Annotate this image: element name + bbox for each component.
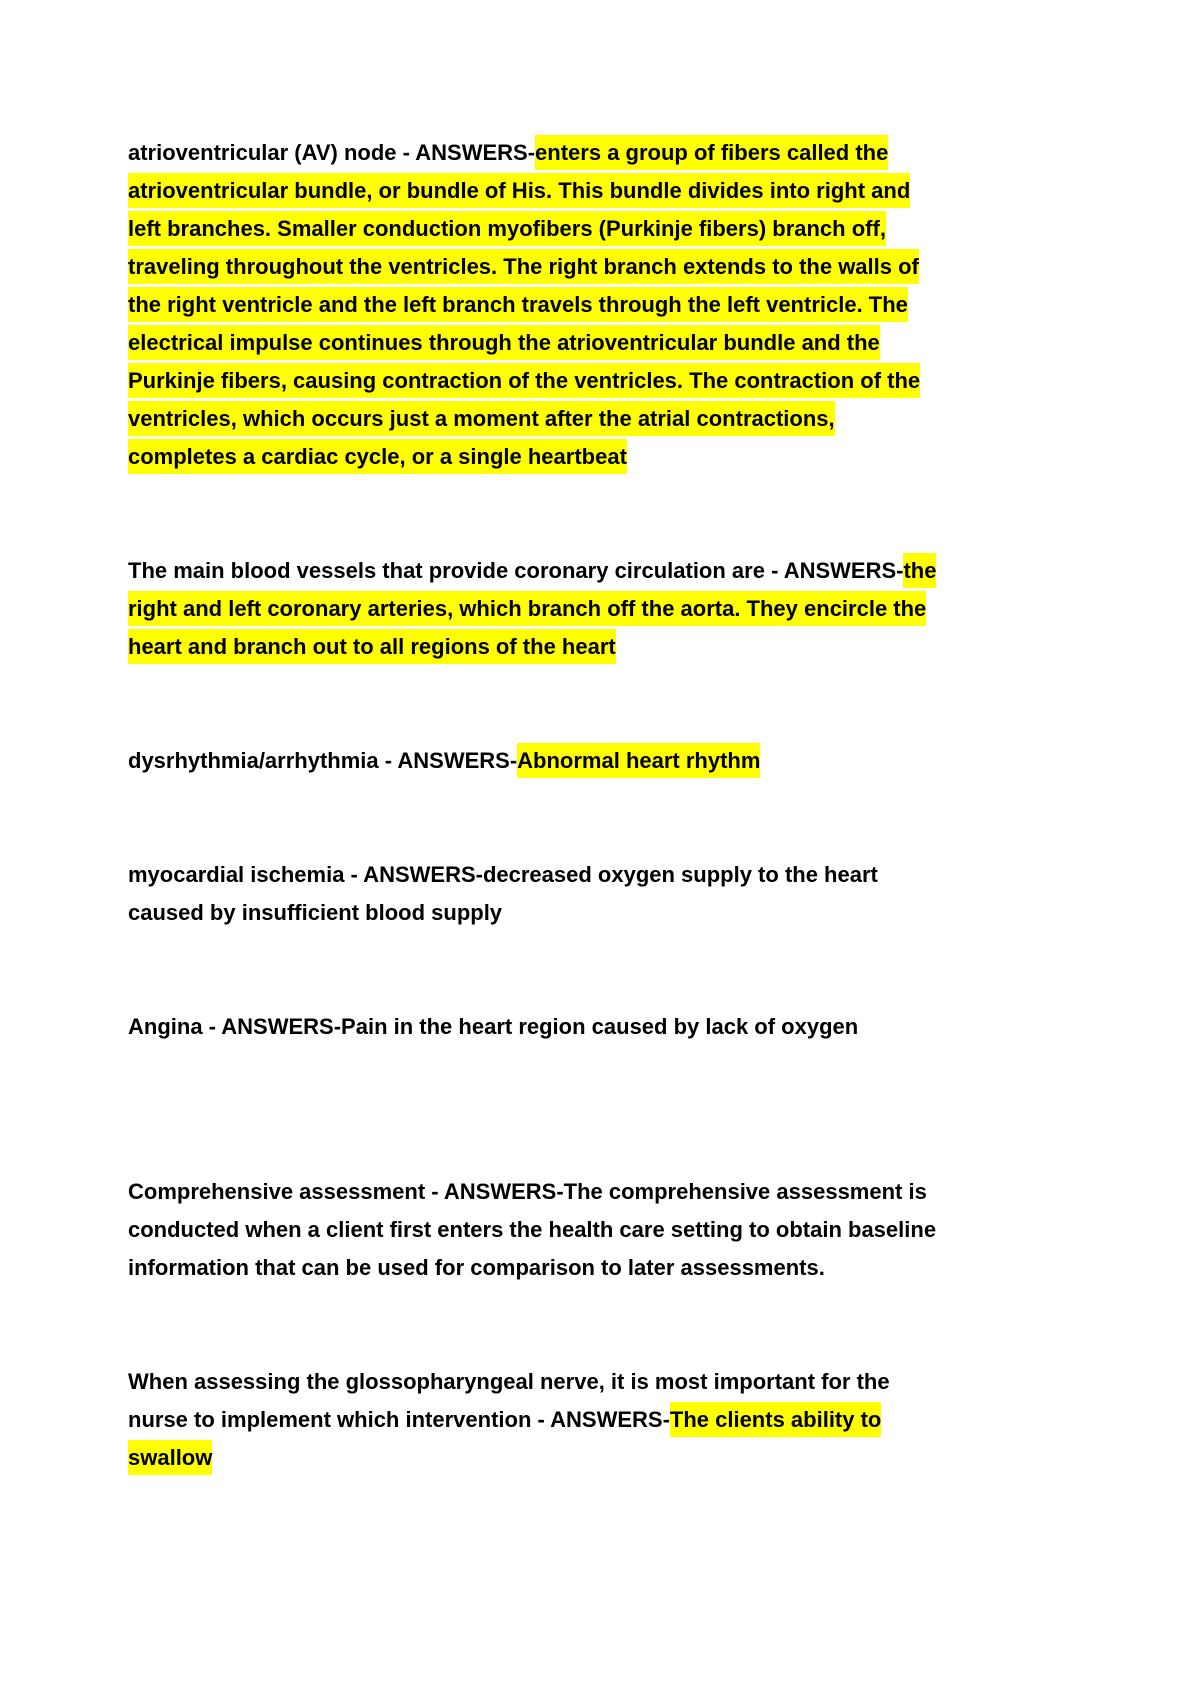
text: myocardial ischemia - ANSWERS-decreased oxygen supply to the heart (128, 862, 878, 887)
paragraph-coronary-circulation (128, 552, 1151, 666)
text: nurse to implement which intervention - ANSWERS- (128, 1407, 670, 1432)
text-line (128, 286, 1151, 324)
text-line (128, 552, 1151, 590)
paragraph-av-node (128, 134, 1151, 476)
highlighted-text: Abnormal heart rhythm (517, 743, 760, 778)
highlighted-text: traveling throughout the ventricles. The right branch extends to the walls of (128, 249, 919, 284)
text-line (128, 1439, 1151, 1477)
highlighted-text: atrioventricular bundle, or bundle of His. This bundle divides into right and (128, 173, 910, 208)
paragraph-comprehensive-assessment (128, 1173, 1151, 1287)
highlighted-text: swallow (128, 1440, 212, 1475)
highlighted-text: left branches. Smaller conduction myofibers (Purkinje fibers) branch off, (128, 211, 886, 246)
highlighted-text: right and left coronary arteries, which branch off the aorta. They encircle the (128, 591, 926, 626)
text-line (128, 324, 1151, 362)
text: information that can be used for comparison to later assessments. (128, 1255, 825, 1280)
text-line (128, 1008, 1151, 1046)
text-line (128, 1363, 1151, 1401)
text: conducted when a client first enters the health care setting to obtain baseline (128, 1217, 937, 1242)
text-line (128, 134, 1151, 172)
highlighted-text: the (903, 553, 936, 588)
text-line (128, 894, 1151, 932)
text-line (128, 628, 1151, 666)
text: dysrhythmia/arrhythmia - ANSWERS- (128, 748, 518, 773)
text-line (128, 362, 1151, 400)
text: When assessing the glossopharyngeal nerve, it is most important for the (128, 1369, 890, 1394)
highlighted-text: electrical impulse continues through the atrioventricular bundle and the (128, 325, 880, 360)
highlighted-text: the right ventricle and the left branch travels through the left ventricle. The (128, 287, 908, 322)
text-line (128, 1211, 1151, 1249)
text: Comprehensive assessment - ANSWERS-The comprehensive assessment is (128, 1179, 927, 1204)
text: The main blood vessels that provide coronary circulation are - ANSWERS- (128, 558, 904, 583)
paragraph-dysrhythmia (128, 742, 1151, 780)
paragraph-angina (128, 1008, 1151, 1046)
highlighted-text: ventricles, which occurs just a moment after the atrial contractions, (128, 401, 835, 436)
highlighted-text: Purkinje fibers, causing contraction of the ventricles. The contraction of the (128, 363, 920, 398)
text-line (128, 400, 1151, 438)
text: Angina - ANSWERS-Pain in the heart region caused by lack of oxygen (128, 1014, 859, 1039)
text-line (128, 438, 1151, 476)
text-line (128, 1249, 1151, 1287)
highlighted-text: heart and branch out to all regions of the heart (128, 629, 616, 664)
text-line (128, 856, 1151, 894)
text-line (128, 590, 1151, 628)
text: caused by insufficient blood supply (128, 900, 503, 925)
highlighted-text: enters a group of fibers called the (535, 135, 888, 170)
paragraph-myocardial-ischemia (128, 856, 1151, 932)
text-line (128, 210, 1151, 248)
highlighted-text: The clients ability to (670, 1402, 881, 1437)
text-line (128, 1401, 1151, 1439)
text: atrioventricular (AV) node - ANSWERS- (128, 140, 536, 165)
text-line (128, 742, 1151, 780)
highlighted-text: completes a cardiac cycle, or a single heartbeat (128, 439, 627, 474)
text-line (128, 172, 1151, 210)
paragraph-glossopharyngeal-nerve (128, 1363, 1151, 1477)
text-line (128, 1173, 1151, 1211)
text-line (128, 248, 1151, 286)
